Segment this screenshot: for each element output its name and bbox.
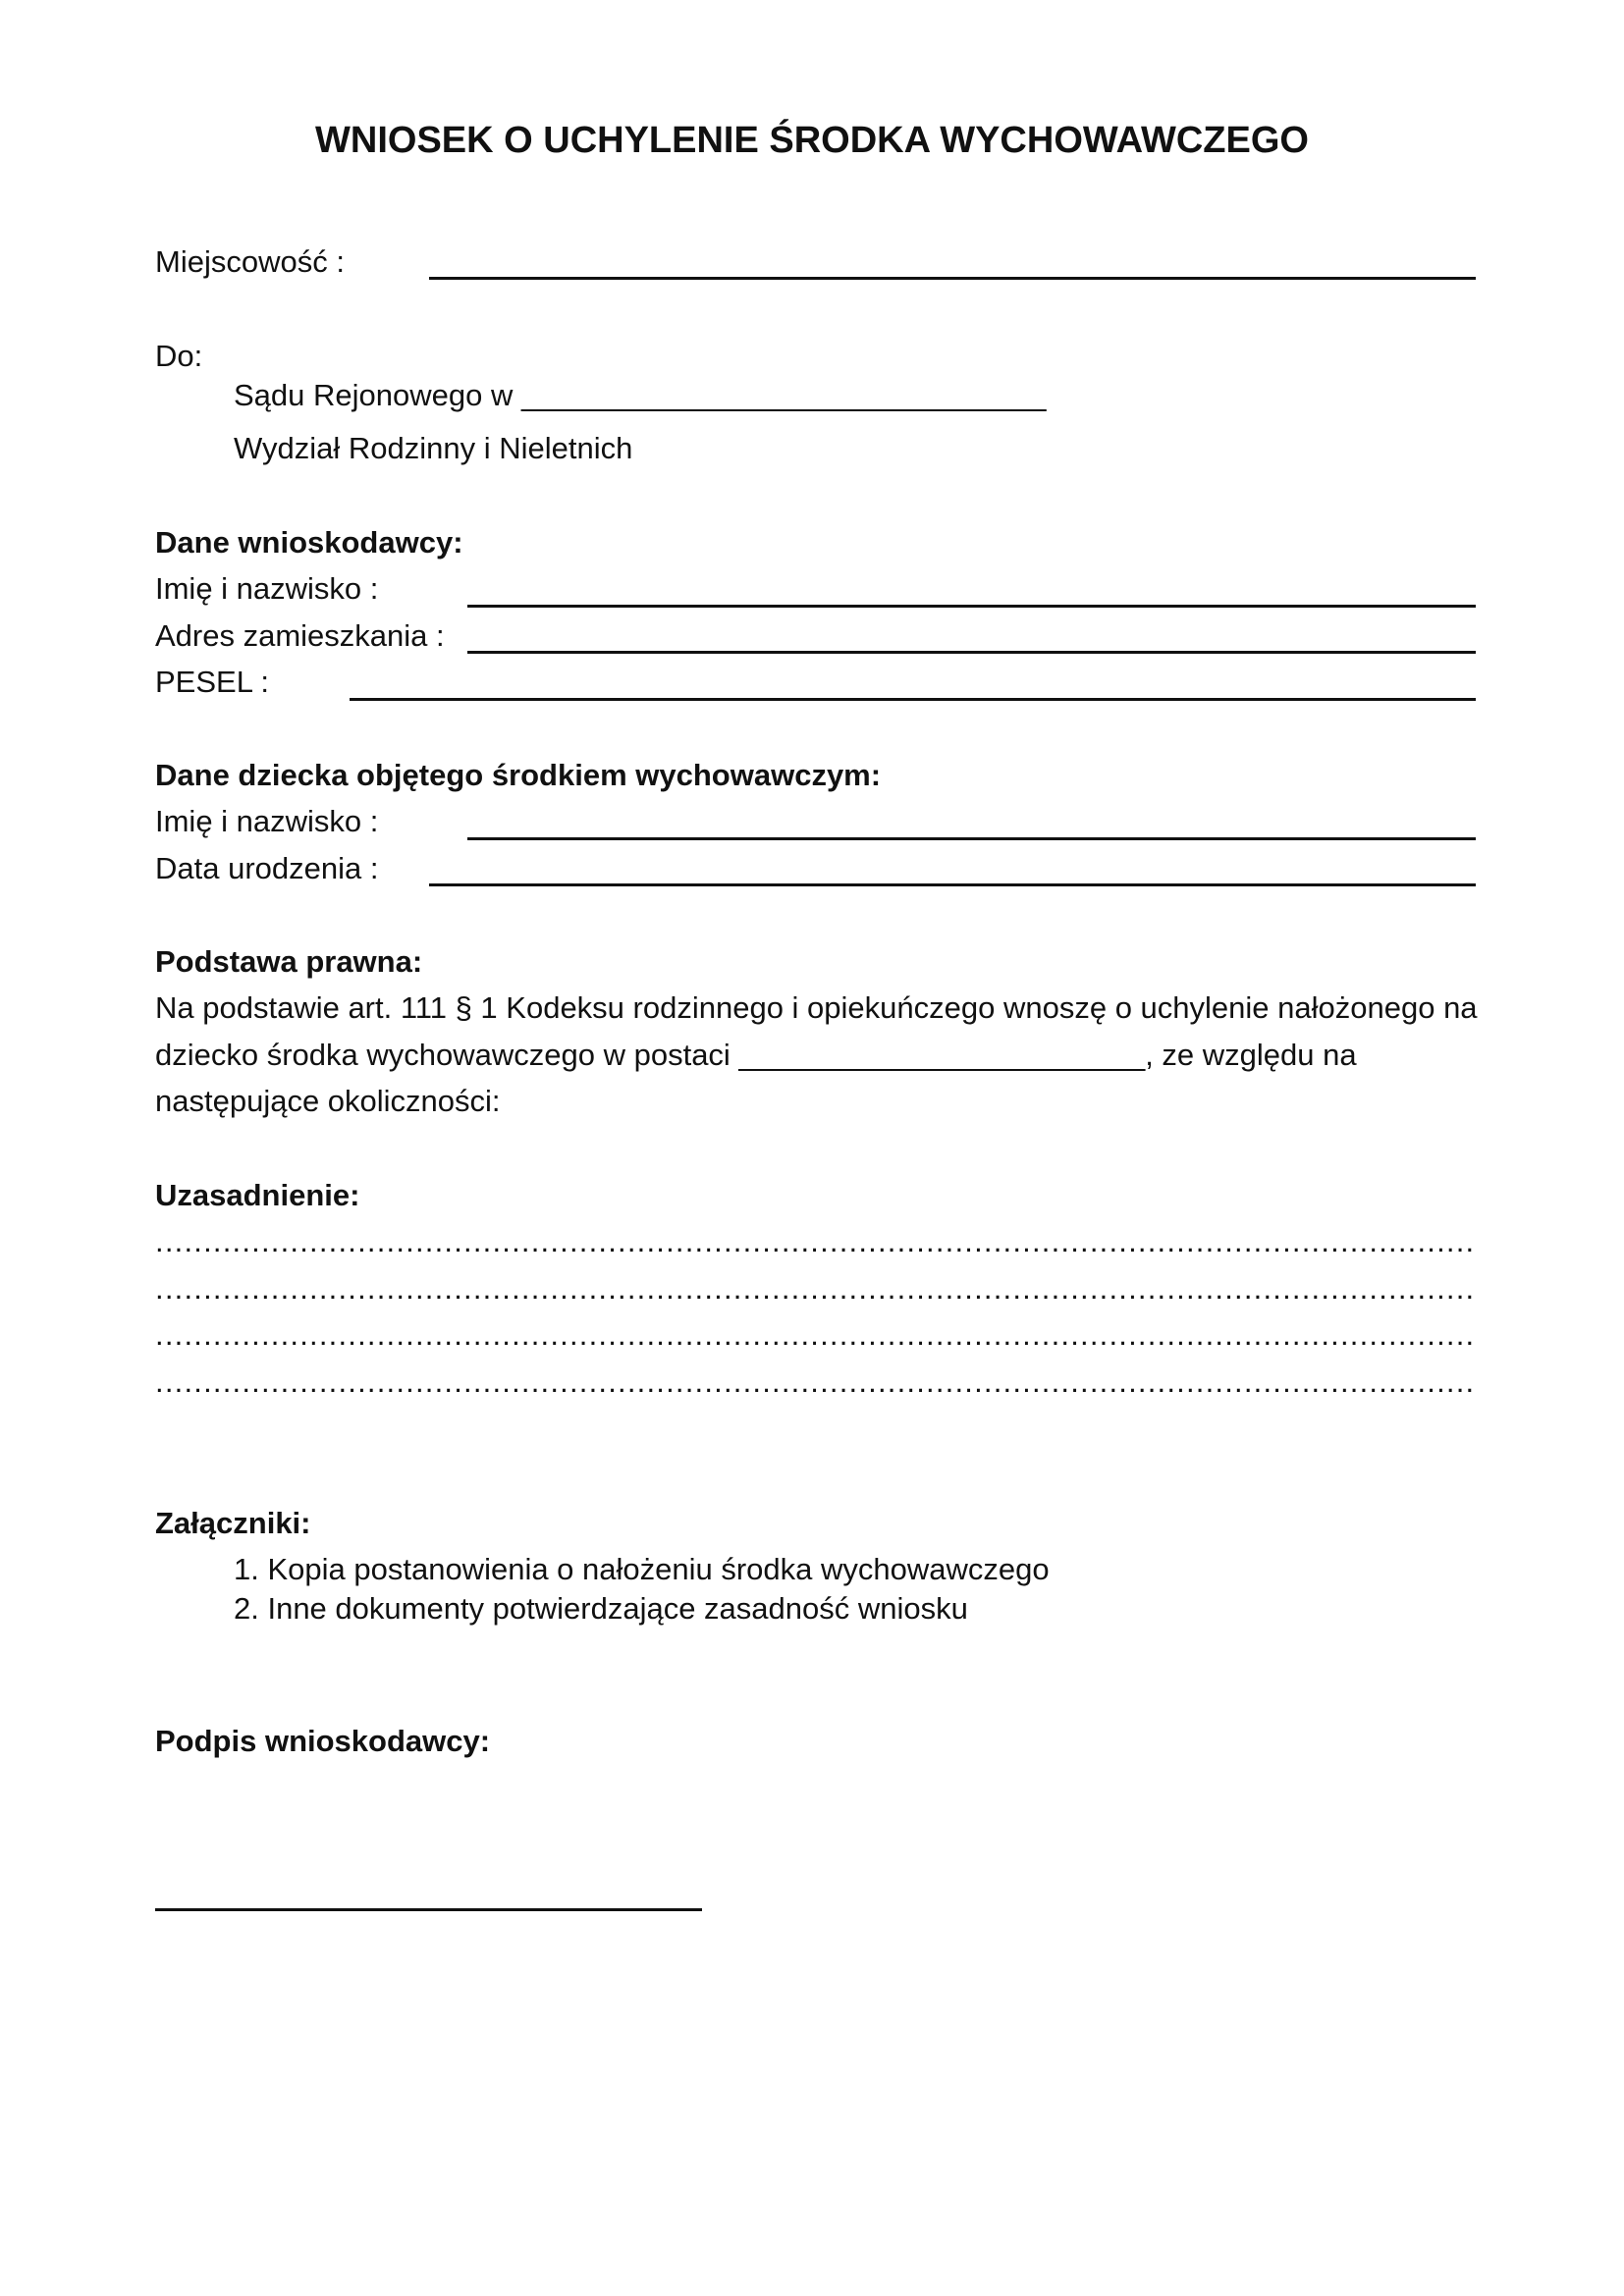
legal-basis-line-3: następujące okoliczności: — [155, 1084, 501, 1118]
child-birth-field-line[interactable] — [429, 883, 1476, 886]
document-title: WNIOSEK O UCHYLENIE ŚRODKA WYCHOWAWCZEGO — [315, 120, 1309, 161]
justification-heading: Uzasadnienie: — [155, 1178, 360, 1212]
department-line: Wydział Rodzinny i Nieletnich — [234, 431, 633, 465]
attachments-heading: Załączniki: — [155, 1506, 311, 1540]
applicant-address-label: Adres zamieszkania : — [155, 618, 445, 653]
child-name-field-line[interactable] — [467, 837, 1476, 840]
applicant-name-label: Imię i nazwisko : — [155, 571, 379, 606]
recipient-label: Do: — [155, 339, 203, 373]
court-line: Sądu Rejonowego w _______________________________ — [234, 378, 1047, 412]
applicant-pesel-field-line[interactable] — [350, 698, 1476, 701]
applicant-pesel-label: PESEL : — [155, 665, 270, 699]
place-field-line[interactable] — [429, 277, 1476, 280]
child-name-label: Imię i nazwisko : — [155, 804, 379, 838]
attachment-item: 2. Inne dokumenty potwierdzające zasadność wniosku — [234, 1591, 968, 1626]
legal-basis-line-1: Na podstawie art. 111 § 1 Kodeksu rodzinnego i opiekuńczego wnoszę o uchylenie nałożonego na — [155, 990, 1478, 1025]
justification-dotted-line-1[interactable] — [155, 1222, 1475, 1261]
signature-heading: Podpis wnioskodawcy: — [155, 1724, 491, 1758]
child-birth-label: Data urodzenia : — [155, 851, 379, 885]
applicant-address-field-line[interactable] — [467, 651, 1476, 654]
justification-dotted-line-4[interactable] — [155, 1362, 1475, 1402]
legal-basis-line-2: dziecko środka wychowawczego w postaci ________________________, ze względu na — [155, 1038, 1357, 1072]
applicant-heading: Dane wnioskodawcy: — [155, 525, 463, 560]
attachment-item: 1. Kopia postanowienia o nałożeniu środka wychowawczego — [234, 1552, 1050, 1586]
place-label: Miejscowość : — [155, 244, 345, 279]
signature-line[interactable] — [155, 1908, 702, 1911]
applicant-name-field-line[interactable] — [467, 605, 1476, 608]
justification-dotted-line-3[interactable] — [155, 1315, 1475, 1355]
child-heading: Dane dziecka objętego środkiem wychowawczym: — [155, 758, 882, 792]
justification-dotted-line-2[interactable] — [155, 1269, 1475, 1308]
legal-basis-heading: Podstawa prawna: — [155, 944, 423, 979]
